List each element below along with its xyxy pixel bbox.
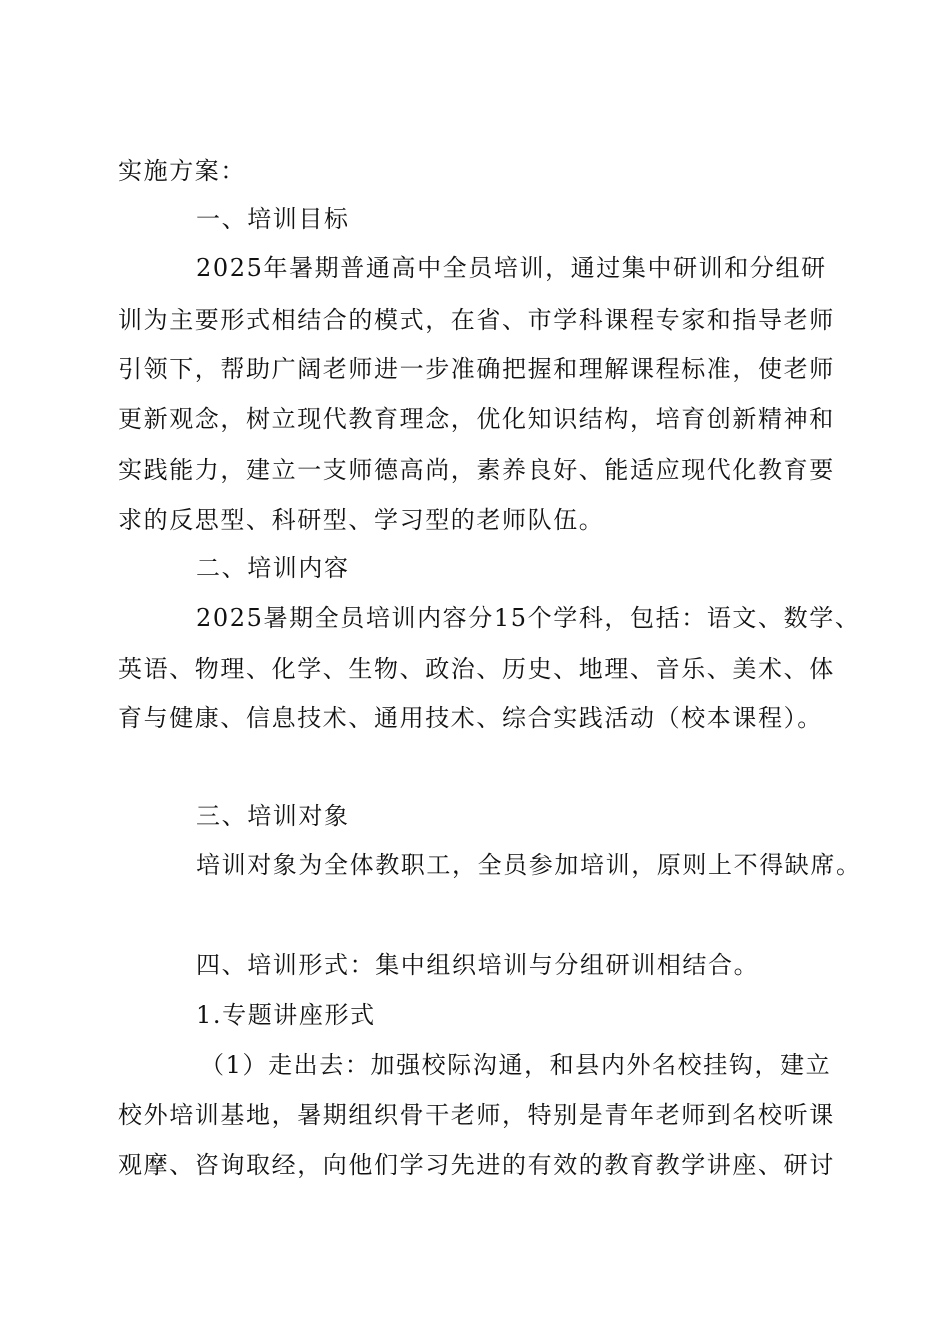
section1-line: 实践能力，建立一支师德高尚，素养良好、能适应现代化教育要	[118, 456, 835, 484]
section1-line: 求的反思型、科研型、学习型的老师队伍。	[118, 506, 605, 534]
section2-line: 英语、物理、化学、生物、政治、历史、地理、音乐、美术、体	[118, 655, 835, 683]
section1-line: 训为主要形式相结合的模式，在省、市学科课程专家和指导老师	[118, 306, 835, 334]
section2-title: 二、培训内容	[196, 554, 350, 582]
section4-line: 观摩、咨询取经，向他们学习先进的有效的教育教学讲座、研讨	[118, 1151, 835, 1179]
section4-title: 四、培训形式：集中组织培训与分组研训相结合。	[196, 951, 760, 979]
section3-title: 三、培训对象	[196, 802, 350, 830]
section4-subheading: 1.专题讲座形式	[196, 1001, 376, 1029]
section4-line: （1）走出去：加强校际沟通，和县内外名校挂钩，建立	[200, 1051, 832, 1079]
section3-line: 培训对象为全体教职工，全员参加培训，原则上不得缺席。	[196, 851, 862, 879]
section2-line: 2025暑期全员培训内容分15个学科，包括：语文、数学、	[196, 604, 861, 632]
section1-line: 引领下，帮助广阔老师进一步准确把握和理解课程标准，使老师	[118, 355, 835, 383]
section1-title: 一、培训目标	[196, 205, 350, 233]
section2-line: 育与健康、信息技术、通用技术、综合实践活动（校本课程）。	[118, 704, 823, 732]
intro-heading: 实施方案：	[118, 157, 246, 185]
section1-line: 2025年暑期普通高中全员培训，通过集中研训和分组研	[196, 254, 827, 282]
section4-line: 校外培训基地，暑期组织骨干老师，特别是青年老师到名校听课	[118, 1101, 835, 1129]
section1-line: 更新观念，树立现代教育理念，优化知识结构，培育创新精神和	[118, 405, 835, 433]
